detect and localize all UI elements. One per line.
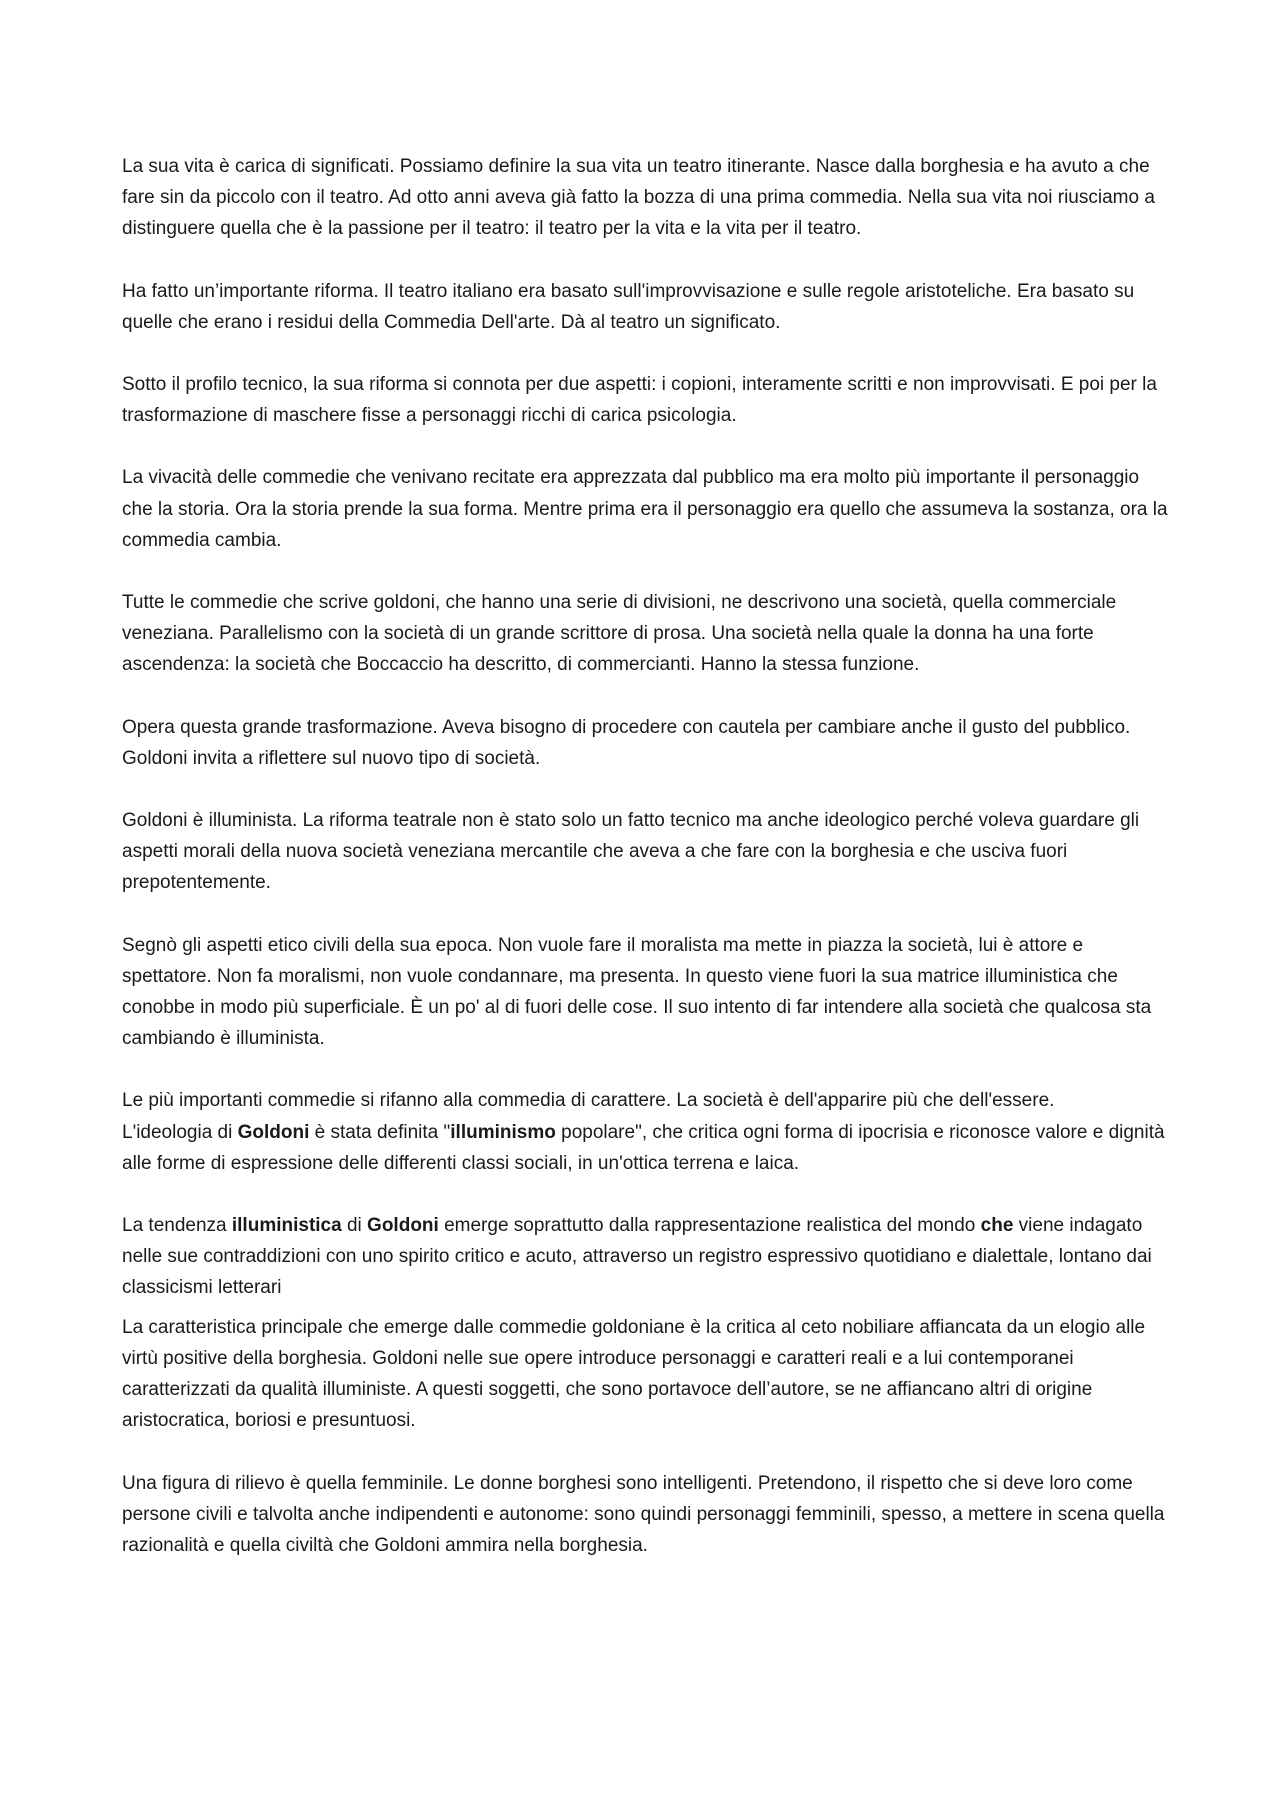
paragraph-10-text-2: è stata definita " — [309, 1121, 451, 1143]
paragraph-13: Una figura di rilievo è quella femminile. Le donne borghesi sono intelligenti. Pretendono, il rispetto che si deve loro come persone civili e talvolta anche indipendenti e autonome: sono quindi personaggi femminili, spesso, a mettere in scena quella razionalità e quella civiltà che Goldoni ammira nella borghesia. — [122, 1472, 1165, 1556]
paragraph-1: La sua vita è carica di significati. Possiamo definire la sua vita un teatro itinerante. Nasce dalla borghesia e ha avuto a che fare sin da piccolo con il teatro. Ad otto anni aveva già fatto la bozza di una prima commedia. Nella sua vita noi riusciamo a distinguere quella che è la passione per il teatro: il teatro per la vita e la vita per il teatro. — [122, 156, 1155, 240]
paragraph-2: Ha fatto un’importante riforma. Il teatro italiano era basato sull'improvvisazione e sulle regole aristoteliche. Era basato su quelle che erano i residui della Commedia Dell'arte. Dà al teatro un significato. — [122, 280, 1135, 333]
paragraph-11-bold-illuministica: illuministica — [231, 1215, 342, 1237]
paragraph-11-bold-che: che — [980, 1215, 1014, 1237]
paragraph-11-text-3: emerge soprattutto dalla rappresentazione realistica del mondo — [438, 1215, 981, 1237]
document-body — [122, 151, 1172, 1561]
paragraph-11-text-2: di — [341, 1215, 368, 1237]
paragraph-9: Le più importanti commedie si rifanno alla commedia di carattere. La società è dell'apparire più che dell'essere. — [122, 1090, 1055, 1112]
paragraph-11-text-4: viene indagato nelle sue contraddizioni con uno spirito critico e acuto, attraverso un registro espressivo quotidiano e dialettale, lontano dai classicismi letterari — [122, 1215, 1152, 1299]
paragraph-11 — [122, 1210, 1172, 1304]
paragraph-8: Segnò gli aspetti etico civili della sua epoca. Non vuole fare il moralista ma mette in piazza la società, lui è attore e spettatore. Non fa moralismi, non vuole condannare, ma presenta. In questo viene fuori la sua matrice illuministica che conobbe in modo più superficiale. È un po' al di fuori delle cose. Il suo intento di far intendere alla società che qualcosa sta cambiando è illuminista. — [122, 934, 1152, 1050]
paragraph-11-bold-goldoni: Goldoni — [367, 1215, 439, 1237]
paragraph-3: Sotto il profilo tecnico, la sua riforma si connota per due aspetti: i copioni, interamente scritti e non improvvisati. E poi per la trasformazione di maschere fisse a personaggi ricchi di carica psicologia. — [122, 374, 1157, 427]
paragraph-10-text-1: L'ideologia di — [122, 1121, 238, 1143]
paragraph-12: La caratteristica principale che emerge dalle commedie goldoniane è la critica al ceto nobiliare affiancata da un elogio alle virtù positive della borghesia. Goldoni nelle sue opere introduce personaggi e caratteri reali e a lui contemporanei caratterizzati da qualità illuministe. A questi soggetti, che sono portavoce dell’autore, se ne affiancano altri di origine aristocratica, boriosi e presuntuosi. — [122, 1316, 1146, 1432]
paragraph-10 — [122, 1117, 1172, 1179]
paragraph-11-text-1: La tendenza — [122, 1215, 232, 1237]
paragraph-10-text-3: popolare", che critica ogni forma di ipocrisia e riconosce valore e dignità alle forme di espressione delle differenti classi sociali, in un'ottica terrena e laica. — [122, 1121, 1165, 1174]
paragraph-6: Opera questa grande trasformazione. Aveva bisogno di procedere con cautela per cambiare anche il gusto del pubblico. Goldoni invita a riflettere sul nuovo tipo di società. — [122, 716, 1131, 769]
paragraph-10-bold-illuminismo: illuminismo — [450, 1121, 556, 1143]
paragraph-5: Tutte le commedie che scrive goldoni, che hanno una serie di divisioni, ne descrivono una società, quella commerciale veneziana. Parallelismo con la società di un grande scrittore di prosa. Una società nella quale la donna ha una forte ascendenza: la società che Boccaccio ha descritto, di commercianti. Hanno la stessa funzione. — [122, 592, 1117, 676]
paragraph-10-bold-goldoni: Goldoni — [237, 1121, 310, 1143]
paragraph-7: Goldoni è illuminista. La riforma teatrale non è stato solo un fatto tecnico ma anche ideologico perché voleva guardare gli aspetti morali della nuova società veneziana mercantile che aveva a che fare con la borghesia e che usciva fuori prepotentemente. — [122, 810, 1140, 894]
paragraph-4: La vivacità delle commedie che venivano recitate era apprezzata dal pubblico ma era molto più importante il personaggio che la storia. Ora la storia prende la sua forma. Mentre prima era il personaggio era quello che assumeva la sostanza, ora la commedia cambia. — [122, 467, 1168, 551]
